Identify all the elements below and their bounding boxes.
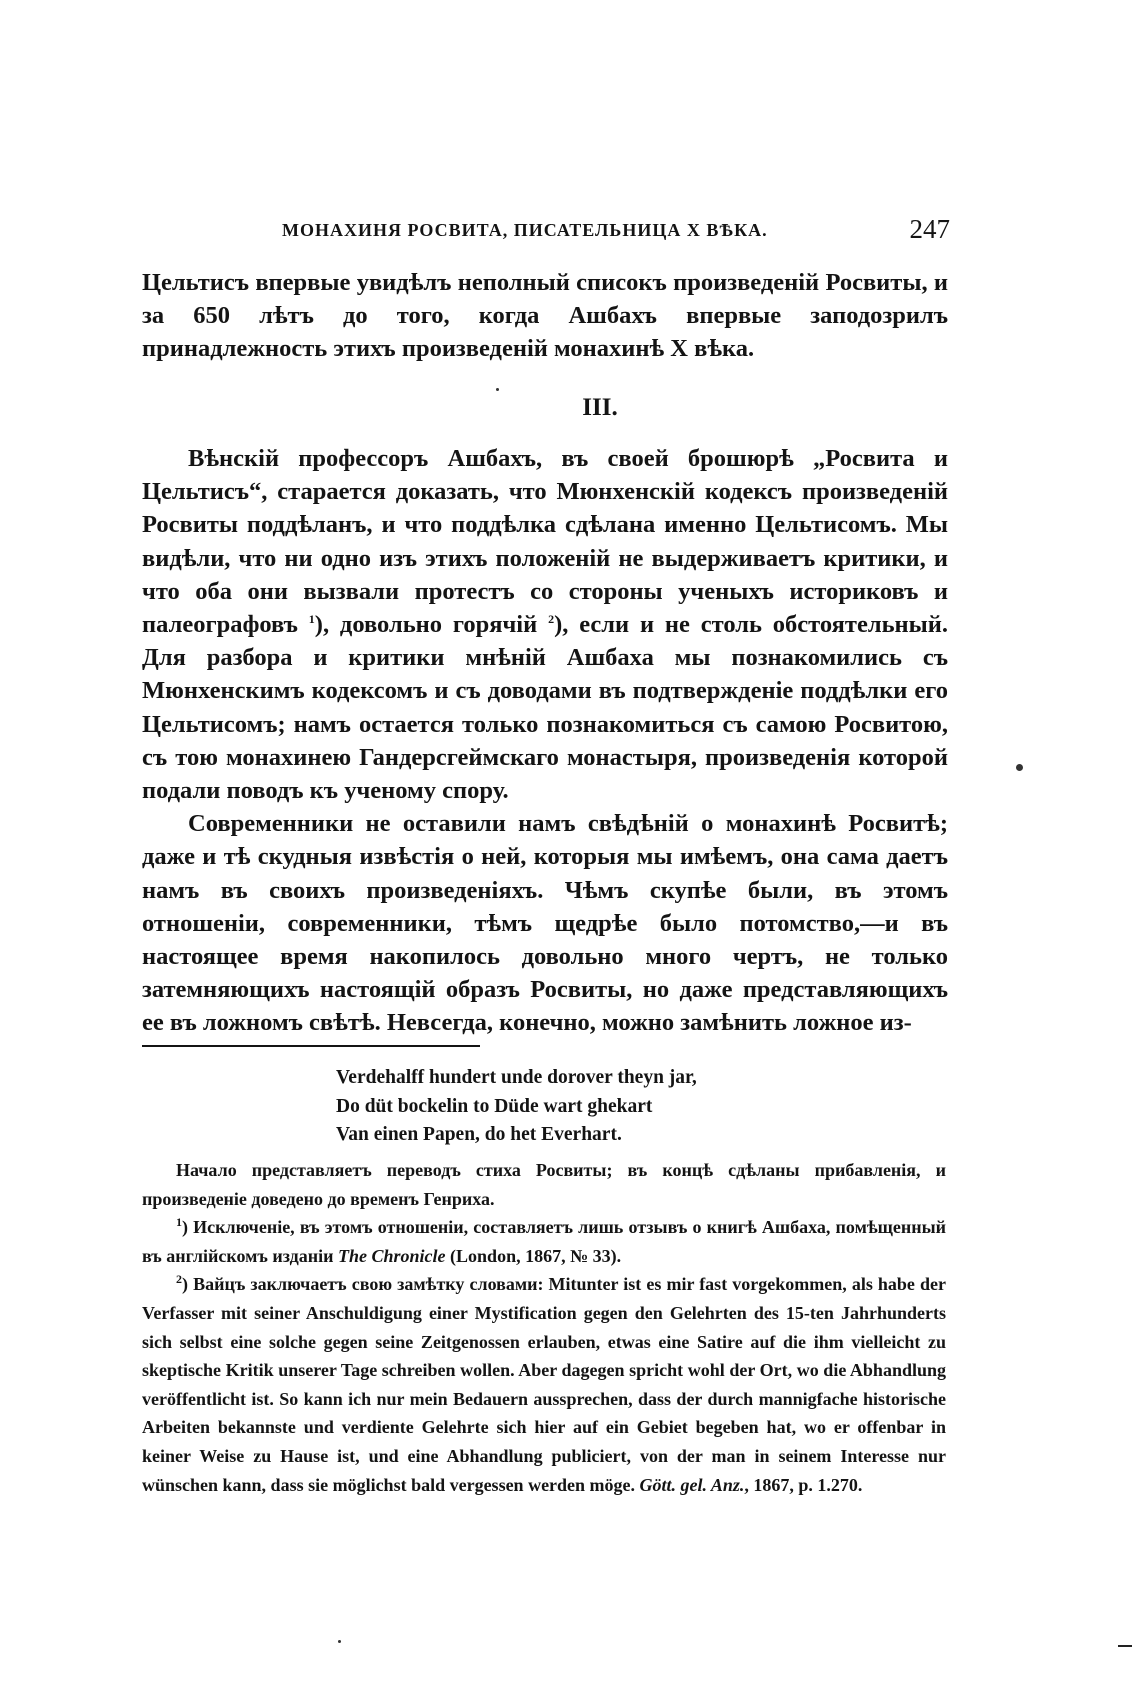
footnote-2-end: , 1867, p. 1.270. (744, 1474, 863, 1495)
footnote-ref-1: 1 (308, 611, 315, 626)
footnote-2-text: ) Вайцъ заключаетъ свою замѣтку словами: Mitunter ist es mir fast vorgekommen, als habe der Verfasser mit seiner Anschuldigung einer Mystification gegen den Gelehrten des 15-ten Jahrhunderts sich selbst eine solche gegen seine Zeitgenossen erlauben, etwas eine Satire auf die ihm vielleicht zu skeptische Kritik unserer Tage schreiben wollen. Aber dagegen spricht wohl der Ort, wo die Abhandlung veröffentlicht ist. So kann ich nur mein Bedauern aussprechen, dass der durch mannigfache historische Arbeiten bekannste und verdiente Gelehrte sich hier auf ein Gebiet begeben hat, wo er offenbar in keiner Weise zu Hause ist, und eine Abhandlung publiciert, von der man in seinem Interesse nur wünschen kann, dass sie möglichst bald vergessen werden möge. (142, 1274, 946, 1495)
verse-line: Van einen Papen, do het Everhart. (336, 1124, 622, 1145)
ink-speck (496, 388, 499, 391)
verse-quote (336, 1064, 697, 1150)
footnote-2-source: Gött. gel. Anz. (639, 1474, 745, 1495)
ink-speck (338, 1640, 341, 1643)
paragraph-ashbach-middle: ), довольно горячій (314, 611, 549, 639)
page-number: 247 (909, 214, 950, 244)
footnote-1 (142, 1213, 946, 1270)
verse-line: Do düt bockelin to Düde wart ghekart (336, 1095, 653, 1117)
running-head: МОНАХИНЯ РОСВИТА, ПИСАТЕЛЬНИЦА X ВѢКА. (282, 220, 768, 240)
page-header (140, 214, 960, 254)
footnote-1-text: ) Исключеніе, въ этомъ отношеніи, составляетъ лишь отзывъ о книгѣ Ашбаха, помѣщенный въ англійскомъ изданіи (142, 1217, 946, 1266)
continuation-block (142, 266, 948, 366)
footnote-continuation: Начало представляетъ переводъ стиха Росвиты; въ концѣ сдѣланы прибавленія, и произведеніе доведено до временъ Генриха. (142, 1160, 946, 1209)
verse-line: Verdehalff hundert unde dorover theyn jar, (336, 1067, 697, 1088)
paragraph-ashbach-start: Вѣнскій профессоръ Ашбахъ, въ своей брошюрѣ „Росвита и Цельтисъ“, старается доказать, что Мюнхенскій кодексъ произведеній Росвиты поддѣланъ, и что поддѣлка сдѣлана именно Цельтисомъ. Мы видѣли, что ни одно изъ этихъ положеній не выдерживаетъ критики, и что оба они вызвали протестъ со стороны ученыхъ историковъ и палеографовъ (142, 445, 948, 639)
paragraph-ashbach-end: ), если и не столь обстоятельный. Для разбора и критики мнѣній Ашбаха мы познакомились съ Мюнхенскимъ кодексомъ и съ доводами въ подтвержденіе поддѣлки его Цельтисомъ; намъ остается только познакомиться съ самою Росвитою, съ тою монахинею Гандерсгеймскаго монастыря, произведенія которой подали поводъ къ ученому спору. (142, 611, 949, 805)
section-heading: III. (582, 394, 618, 421)
footnote-rule (142, 1045, 480, 1047)
paragraph-contemporaries: Современники не оставили намъ свѣдѣній о монахинѣ Росвитѣ; даже и тѣ скудныя извѣстія о ней, которыя мы имѣемъ, она сама даетъ намъ въ своихъ произведеніяхъ. Чѣмъ скупѣе были, въ этомъ отношеніи, современники, тѣмъ щедрѣе было потомство,—и въ настоящее время накопилось довольно много чертъ, не только затемняющихъ настоящій образъ Росвиты, но даже представляющихъ ее въ ложномъ свѣтѣ. Невсегда, конечно, можно замѣнить ложное из- (142, 810, 948, 1037)
main-text (142, 442, 948, 1040)
continuation-paragraph: Цельтисъ впервые увидѣлъ неполный списокъ произведеній Росвиты, и за 650 лѣтъ до того, когда Ашбахъ впервые заподозрилъ принадлежность этихъ произведеній монахинѣ X вѣка. (142, 269, 948, 363)
ink-speck (1016, 764, 1023, 771)
footnote-ref-2: 2 (548, 611, 555, 626)
footnote-marker: 2 (176, 1272, 182, 1287)
paragraph-ashbach (142, 442, 948, 807)
footnote-1-end: (London, 1867, № 33). (445, 1245, 622, 1266)
footnote-marker: 1 (176, 1215, 182, 1230)
footnotes (142, 1156, 946, 1499)
margin-mark (1118, 1645, 1132, 1647)
footnote-1-title: The Chronicle (338, 1245, 446, 1266)
footnote-2 (142, 1270, 946, 1499)
